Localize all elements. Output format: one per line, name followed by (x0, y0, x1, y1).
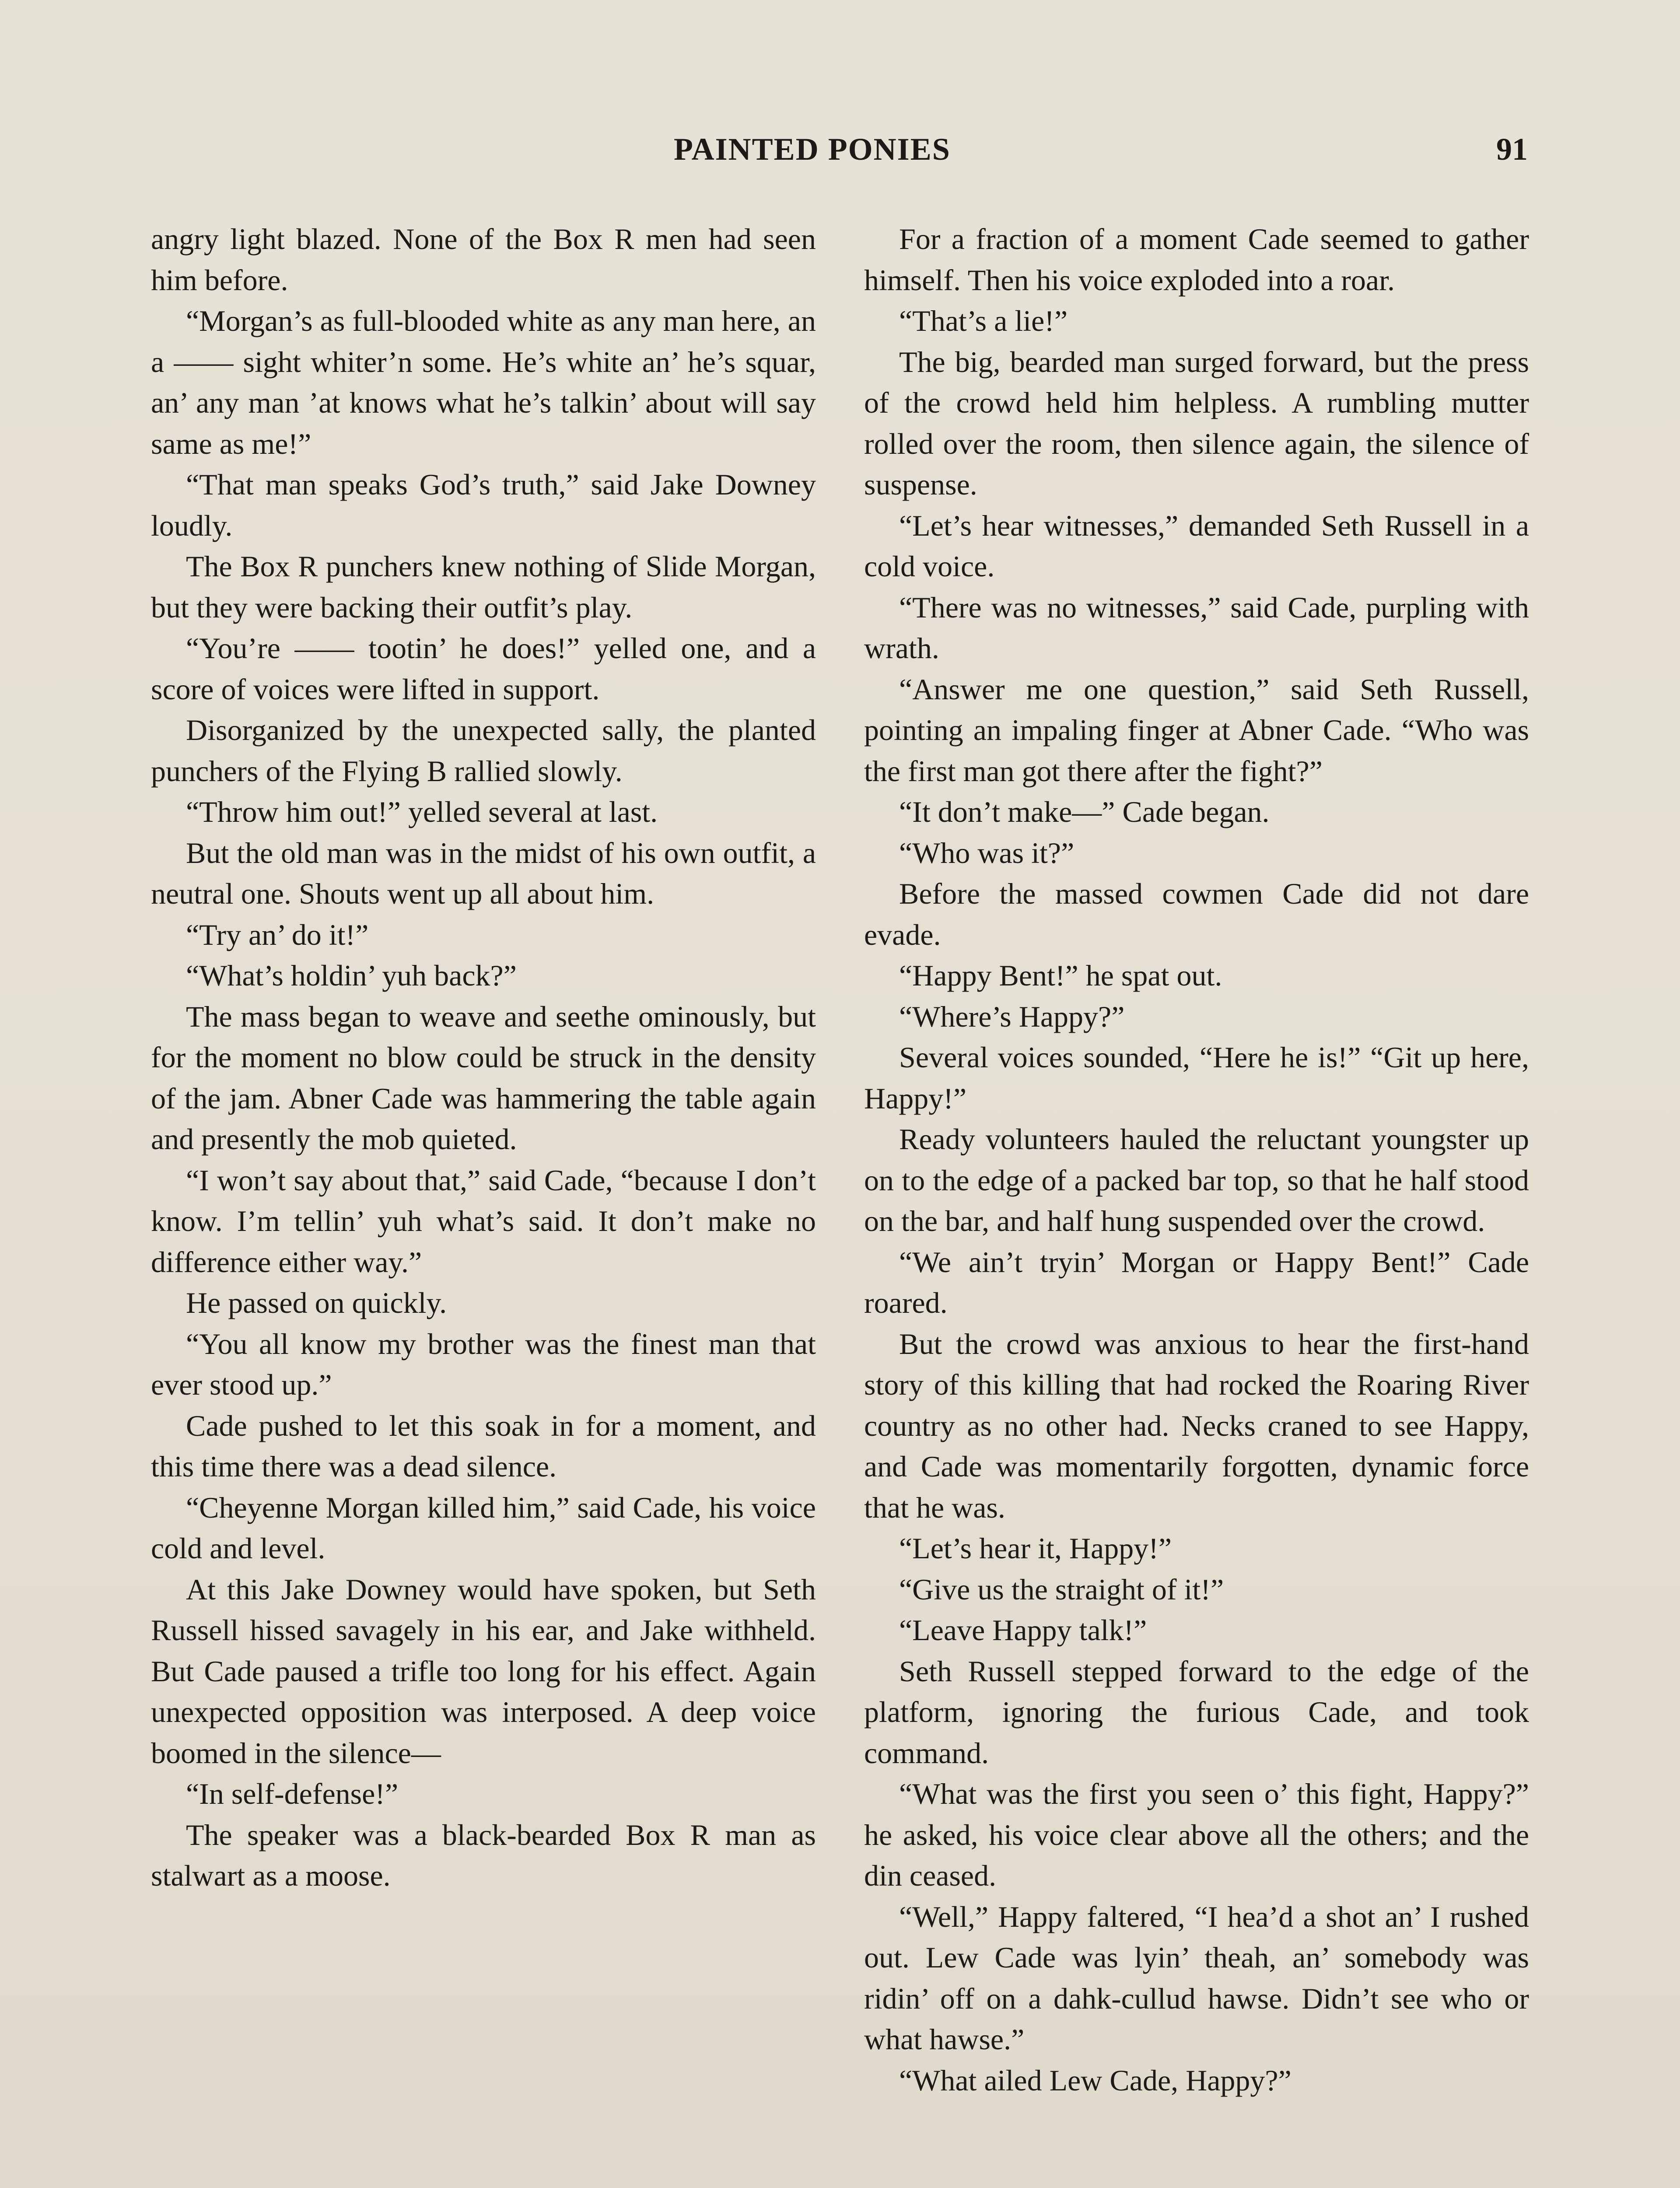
paragraph: “What was the first you seen o’ this fight, Happy?” he asked, his voice clear above all the others; and the din ceased. (864, 1777, 1529, 1892)
paragraph: “Cheyenne Morgan killed him,” said Cade, his voice cold and level. (151, 1490, 816, 1565)
paragraph: Ready volunteers hauled the reluctant youngster up on to the edge of a packed bar top, so that he half stood on the bar, and half hung suspended over the crowd. (864, 1122, 1529, 1238)
running-title: PAINTED PONIES (674, 132, 951, 167)
page-number: 91 (1496, 132, 1528, 167)
paragraph: Cade pushed to let this soak in for a moment, and this time there was a dead silence. (151, 1409, 816, 1483)
paragraph: “Well,” Happy faltered, “I hea’d a shot an’ I rushed out. Lew Cade was lyin’ theah, an’ somebody was ridin’ off on a dahk-cullud hawse. Didn’t see who or what hawse.” (864, 1900, 1529, 2056)
paragraph: “Let’s hear witnesses,” demanded Seth Russell in a cold voice. (864, 508, 1529, 583)
paragraph: “Throw him out!” yelled several at last. (186, 795, 658, 828)
paragraph: “We ain’t tryin’ Morgan or Happy Bent!” Cade roared. (864, 1245, 1529, 1319)
paragraph: “Happy Bent!” he spat out. (899, 959, 1222, 992)
paragraph: “Morgan’s as full-blooded white as any man here, an a —— sight whiter’n some. He’s white an’ he’s squar, an’ any man ’at knows what he’s talkin’ about will say same as me!” (151, 304, 816, 460)
right-text-column (864, 219, 1529, 2101)
paragraph: The mass began to weave and seethe ominously, but for the moment no blow could be struck in the density of the jam. Abner Cade was hammering the table again and presently the mob quieted. (151, 999, 816, 1156)
paragraph: The speaker was a black-bearded Box R man as stalwart as a moose. (151, 1818, 816, 1892)
paragraph: For a fraction of a moment Cade seemed to gather himself. Then his voice exploded into a roar. (864, 222, 1529, 297)
paragraph: angry light blazed. None of the Box R men had seen him before. (151, 222, 816, 297)
paragraph: The Box R punchers knew nothing of Slide Morgan, but they were backing their outfit’s play. (151, 550, 816, 624)
paragraph: Several voices sounded, “Here he is!” “Git up here, Happy!” (864, 1041, 1529, 1115)
paragraph: “Let’s hear it, Happy!” (899, 1532, 1172, 1565)
paragraph: “It don’t make—” Cade began. (899, 795, 1270, 828)
paragraph: “What ailed Lew Cade, Happy?” (899, 2063, 1292, 2097)
paragraph: “That man speaks God’s truth,” said Jake Downey loudly. (151, 468, 816, 542)
paragraph: “What’s holdin’ yuh back?” (186, 959, 517, 992)
paragraph: At this Jake Downey would have spoken, but Seth Russell hissed savagely in his ear, and Jake withheld. But Cade paused a trifle too long for his effect. Again unexpected opposition was interposed. A deep voice boomed in the silence— (151, 1572, 816, 1770)
paragraph: “That’s a lie!” (899, 304, 1068, 337)
paragraph: The big, bearded man surged forward, but the press of the crowd held him helpless. A rumbling mutter rolled over the room, then silence again, the silence of suspense. (864, 345, 1529, 501)
paragraph: But the crowd was anxious to hear the first-hand story of this killing that had rocked the Roaring River country as no other had. Necks craned to see Happy, and Cade was momentarily forgotten, dynamic force that he was. (864, 1327, 1529, 1524)
paragraph: Before the massed cowmen Cade did not dare evade. (864, 877, 1529, 951)
paragraph: “In self-defense!” (186, 1777, 399, 1810)
paragraph: “Who was it?” (899, 836, 1074, 870)
paragraph: “Where’s Happy?” (899, 999, 1125, 1033)
left-text-column (151, 219, 816, 1897)
paragraph: “Answer me one question,” said Seth Russell, pointing an impaling finger at Abner Cade. “Who was the first man got there after the fight?” (864, 672, 1529, 788)
paragraph: “Leave Happy talk!” (899, 1613, 1147, 1647)
paragraph: He passed on quickly. (186, 1286, 447, 1319)
paragraph: “You’re —— tootin’ he does!” yelled one, and a score of voices were lifted in support. (151, 631, 816, 706)
paragraph: “There was no witnesses,” said Cade, purpling with wrath. (864, 590, 1529, 665)
paragraph: “Try an’ do it!” (186, 918, 369, 951)
paragraph: “You all know my brother was the finest man that ever stood up.” (151, 1327, 816, 1401)
paragraph: But the old man was in the midst of his own outfit, a neutral one. Shouts went up all about him. (151, 836, 816, 910)
paragraph: “Give us the straight of it!” (899, 1572, 1224, 1606)
paragraph: Seth Russell stepped forward to the edge of the platform, ignoring the furious Cade, and took command. (864, 1654, 1529, 1770)
paragraph: Disorganized by the unexpected sally, the planted punchers of the Flying B rallied slowly. (151, 713, 816, 788)
paragraph: “I won’t say about that,” said Cade, “because I don’t know. I’m tellin’ yuh what’s said. It don’t make no difference either way.” (151, 1163, 816, 1279)
